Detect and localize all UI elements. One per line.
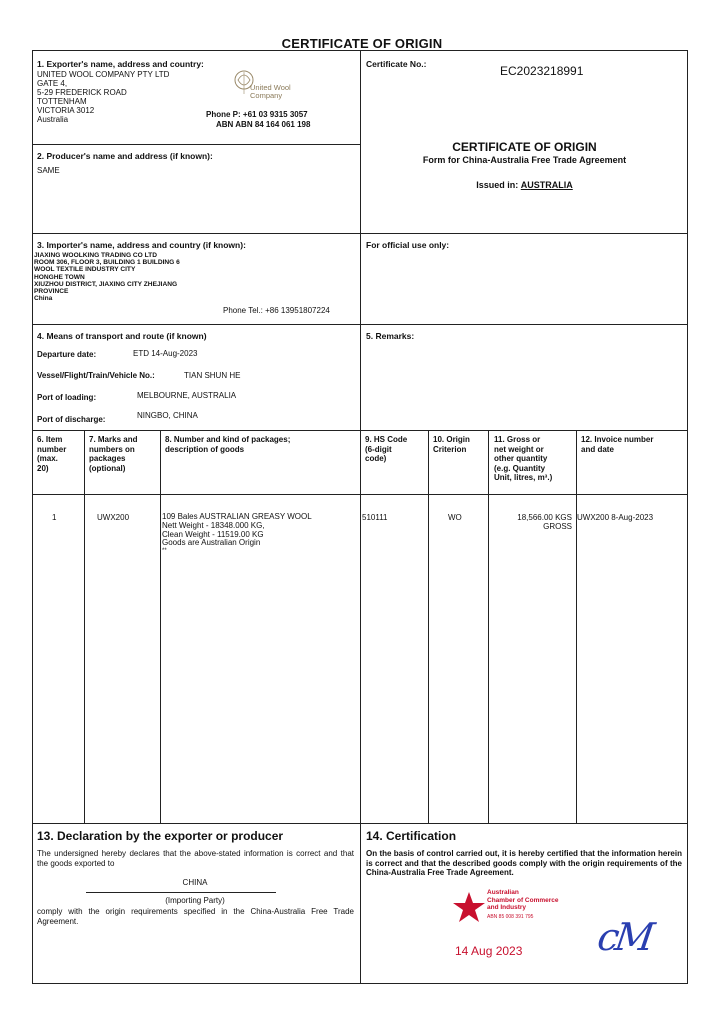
- exporter-address: UNITED WOOL COMPANY PTY LTD GATE 4, 5-29 FREDERICK ROAD TOTTENHAM VICTORIA 3012 Australia: [37, 70, 170, 124]
- chamber-star-icon: [450, 890, 488, 926]
- divider: [576, 430, 577, 823]
- exporter-phone: Phone P: +61 03 9315 3057: [206, 110, 308, 119]
- vessel-value: TIAN SHUN HE: [184, 371, 241, 380]
- certification-text: On the basis of control carried out, it is hereby certified that the information herein is correct and that the described goods comply with the origin requirements of the China-Australia Free Trade Agreement.: [366, 849, 682, 877]
- importer-address: JIAXING WOOLKING TRADING CO LTD ROOM 306, FLOOR 3, BUILDING 1 BUILDING 6 WOOL TEXTILE INDUSTRY CITY HONGHE TOWN XIUZHOU DISTRICT, JIAXING CITY ZHEJIANG PROVINCE China: [34, 252, 180, 303]
- certification-date: 14 Aug 2023: [455, 944, 523, 958]
- col-hs-code-header: 9. HS Code (6-digit code): [365, 435, 408, 463]
- form-heading: CERTIFICATE OF ORIGIN: [452, 140, 597, 154]
- certification-heading: 14. Certification: [366, 829, 457, 843]
- official-use-label: For official use only:: [366, 240, 450, 250]
- loading-value: MELBOURNE, AUSTRALIA: [137, 391, 237, 400]
- divider: [488, 430, 489, 823]
- row-item-number: 1: [52, 513, 57, 522]
- chamber-abn: ABN 85 008 391 795: [487, 914, 534, 920]
- discharge-label: Port of discharge:: [37, 415, 106, 424]
- discharge-value: NINGBO, CHINA: [137, 411, 198, 420]
- divider: [428, 430, 429, 823]
- form-subheading: Form for China-Australia Free Trade Agreement: [422, 155, 627, 165]
- loading-label: Port of loading:: [37, 393, 97, 402]
- row-hs-code: 510111: [362, 513, 388, 522]
- col-description-header: 8. Number and kind of packages; description of goods: [165, 435, 291, 454]
- certificate-no-value: EC2023218991: [500, 64, 584, 78]
- col-origin-criterion-header: 10. Origin Criterion: [433, 435, 470, 454]
- row-weight: 18,566.00 KGS GROSS: [517, 513, 572, 531]
- signature-line: [86, 892, 276, 893]
- col-item-number-header: 6. Item number (max. 20): [37, 435, 67, 473]
- row-invoice: UWX200 8-Aug-2023: [577, 513, 654, 522]
- col-weight-header: 11. Gross or net weight or other quantity (e.g. Quantity Unit, litres, m³.): [494, 435, 553, 482]
- logo-text-line2: Company: [250, 91, 283, 100]
- producer-label: 2. Producer's name and address (if known):: [37, 151, 213, 161]
- producer-value: SAME: [37, 166, 60, 175]
- declaration-text: The undersigned hereby declares that the above-stated information is correct and that the goods exported to: [37, 849, 354, 868]
- company-logo: [228, 66, 308, 106]
- divider: [32, 324, 688, 325]
- col-invoice-header: 12. Invoice number and date: [581, 435, 654, 454]
- declaration-comply-text: comply with the origin requirements specified in the China-Australia Free Trade Agreement.: [37, 907, 354, 926]
- transport-label: 4. Means of transport and route (if known): [37, 331, 207, 341]
- row-description: 109 Bales AUSTRALIAN GREASY WOOL Nett Weight - 18348.000 KG, Clean Weight - 11519.00 KG Goods are Australian Origin **: [162, 512, 312, 555]
- exporter-label: 1. Exporter's name, address and country:: [37, 59, 204, 69]
- vessel-label: Vessel/Flight/Train/Vehicle No.:: [37, 371, 155, 380]
- logo-text-line1: United Wool: [250, 83, 291, 92]
- divider: [160, 430, 161, 823]
- signature: cM: [594, 915, 654, 959]
- importer-label: 3. Importer's name, address and country (if known):: [37, 240, 246, 250]
- exporter-abn: ABN ABN 84 164 061 198: [216, 120, 311, 129]
- col-marks-header: 7. Marks and numbers on packages (optional): [89, 435, 138, 473]
- departure-label: Departure date:: [37, 350, 97, 359]
- remarks-label: 5. Remarks:: [366, 331, 415, 341]
- divider: [84, 430, 85, 823]
- importing-party-label: (Importing Party): [165, 896, 225, 905]
- chamber-name: Australian Chamber of Commerce and Industry: [487, 889, 559, 911]
- destination-country: CHINA: [182, 878, 208, 887]
- divider: [360, 430, 361, 984]
- document-title: CERTIFICATE OF ORIGIN: [281, 36, 443, 51]
- divider: [32, 233, 688, 234]
- row-marks: UWX200: [97, 513, 130, 522]
- certificate-no-label: Certificate No.:: [366, 59, 427, 69]
- departure-value: ETD 14-Aug-2023: [133, 349, 198, 358]
- row-criterion: WO: [448, 513, 462, 522]
- divider: [360, 50, 361, 430]
- divider: [32, 144, 360, 145]
- declaration-heading: 13. Declaration by the exporter or producer: [37, 829, 284, 843]
- issued-in: Issued in: AUSTRALIA: [476, 180, 573, 190]
- importer-phone: Phone Tel.: +86 13951807224: [223, 306, 330, 315]
